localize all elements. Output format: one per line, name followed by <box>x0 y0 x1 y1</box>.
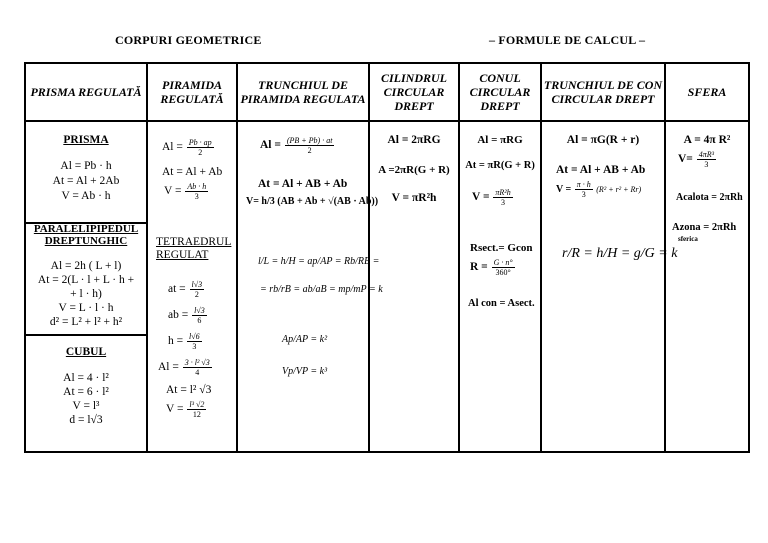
cell-trunchi-piramida <box>237 121 383 452</box>
prisma-formula-3: V = Ab · h <box>61 190 111 202</box>
piramida-formula-3: V = $\frac{Ab \cdot h}{3}$ <box>164 182 207 201</box>
con-formula-1: Al = πRG <box>477 134 523 146</box>
trunchi-piramida-ratio-3: Ap/AP = k² <box>282 334 328 345</box>
trunchi-con-formula-1: Al = πG(R + r) <box>566 134 640 146</box>
cubul-title: CUBUL <box>65 346 107 358</box>
trunchi-piramida-formula-3: V= h/3 (AB + Ab + √(AB · Ab)) <box>246 196 379 207</box>
cubul-box <box>26 334 146 451</box>
tetraedru-formula-5: At = l² √3 <box>166 384 212 396</box>
page-title: CORPURI GEOMETRICE <box>115 33 262 47</box>
col-header-cilindru: CILINDRUL CIRCULAR DREPT <box>369 63 459 121</box>
con-formula-5: R = $\frac{G \cdot n^\circ}{360^\circ}$ <box>470 258 513 277</box>
col-header-piramida: PIRAMIDA REGULATĂ <box>147 63 237 121</box>
sfera-formula-2: V= $\frac{\text{4πR³}}{3}$ <box>678 150 715 169</box>
col-header-trunchi-piramida: TRUNCHIUL DE PIRAMIDA REGULATA <box>237 63 369 121</box>
prisma-formula-2: At = Al + 2Ab <box>52 175 120 187</box>
paralelipiped-formula-3: V = L · l · h <box>58 302 114 314</box>
col-header-con: CONUL CIRCULAR DREPT <box>459 63 541 121</box>
paralelipiped-formula-2b: + l · h) <box>70 288 102 300</box>
cilindru-formula-3: V = πR²h <box>391 192 437 204</box>
sfera-formula-4: Azona = 2πRh <box>672 222 737 233</box>
sfera-formula-3: Acalota = 2πRh <box>676 192 743 203</box>
cell-prisma <box>25 121 147 452</box>
tetraedru-formula-4: Al = $\frac{\text{3 · l² √3}}{4}$ <box>158 358 210 377</box>
prisma-box <box>26 122 146 224</box>
cubul-formula-4: d = l√3 <box>69 414 103 426</box>
cell-con <box>459 121 541 452</box>
paralelipiped-formula-1: Al = 2h ( L + l) <box>50 260 122 272</box>
col-header-sfera: SFERA <box>665 63 749 121</box>
cubul-formula-3: V = l³ <box>72 400 100 412</box>
paralelipiped-formula-2: At = 2(L · l + L · h + <box>37 274 135 286</box>
trunchi-con-formula-3: V = $\frac{\pi \cdot h}{3}$ (R² + r² + Rr) <box>556 180 642 199</box>
cubul-formula-2: At = 6 · l² <box>63 386 109 398</box>
sfera-formula-4-sub: sferica <box>678 235 698 243</box>
trunchi-piramida-ratio-1: l/L = h/H = ap/AP = Rb/RB = <box>258 256 380 267</box>
cilindru-formula-1: Al = 2πRG <box>387 134 441 146</box>
con-formula-2: At = πR(G + R) <box>465 160 535 171</box>
trunchi-con-formula-2: At = Al + AB + Ab <box>556 164 646 176</box>
trunchi-piramida-formula-2: At = Al + AB + Ab <box>258 178 348 190</box>
col-header-trunchi-con: TRUNCHIUL DE CON CIRCULAR DREPT <box>541 63 665 121</box>
paralelipiped-title: PARALELIPIPEDUL DREPTUNGHIC <box>33 223 139 247</box>
prisma-formula-1: Al = Pb · h <box>60 160 112 172</box>
trunchi-piramida-formula-1: Al = $\frac{(PB + Pb) \cdot at}{2}$ <box>260 136 333 155</box>
trunchi-piramida-ratio-2: = rb/rB = ab/aB = mp/mP = k <box>260 284 383 295</box>
paralelipiped-box <box>26 222 146 336</box>
prisma-title: PRISMA <box>63 134 109 146</box>
con-formula-6: Al con = Asect. <box>468 298 535 309</box>
col-header-prisma: PRISMA REGULATĂ <box>25 63 147 121</box>
cell-piramida <box>147 121 237 452</box>
sfera-formula-1: A = 4π R² <box>683 134 731 146</box>
cilindru-formula-2: A =2πR(G + R) <box>378 164 450 176</box>
cell-trunchi-con <box>541 121 678 452</box>
formula-table <box>24 62 750 453</box>
cell-sfera <box>665 121 749 452</box>
con-formula-3: V = $\frac{\text{πR²h}}{3}$ <box>472 188 511 207</box>
tetraedru-formula-1: at = $\frac{l√3}{2}$ <box>168 280 203 299</box>
page-subtitle: – FORMULE DE CALCUL – <box>489 33 646 47</box>
paralelipiped-formula-4: d² = L² + l² + h² <box>49 316 123 328</box>
tetraedru-formula-2: ab = $\frac{l√3}{6}$ <box>168 306 205 325</box>
tetraedru-formula-6: V = $\frac{\text{l³ √2}}{12}$ <box>166 400 205 419</box>
tetraedru-title: TETRAEDRUL REGULAT <box>156 236 232 261</box>
trunchi-piramida-ratio-4: Vp/VP = k³ <box>282 366 328 377</box>
piramida-formula-1: Al = $\frac{Pb \cdot ap}{2}$ <box>162 138 212 157</box>
cell-cilindru <box>369 121 459 452</box>
tetraedru-formula-3: h = $\frac{l√6}{3}$ <box>168 332 200 351</box>
con-formula-4: Rsect.= Gcon <box>470 242 533 254</box>
cubul-formula-1: Al = 4 · l² <box>63 372 109 384</box>
piramida-formula-2: At = Al + Ab <box>162 166 223 178</box>
trunchi-con-ratio: r/R = h/H = g/G = k <box>562 246 678 261</box>
